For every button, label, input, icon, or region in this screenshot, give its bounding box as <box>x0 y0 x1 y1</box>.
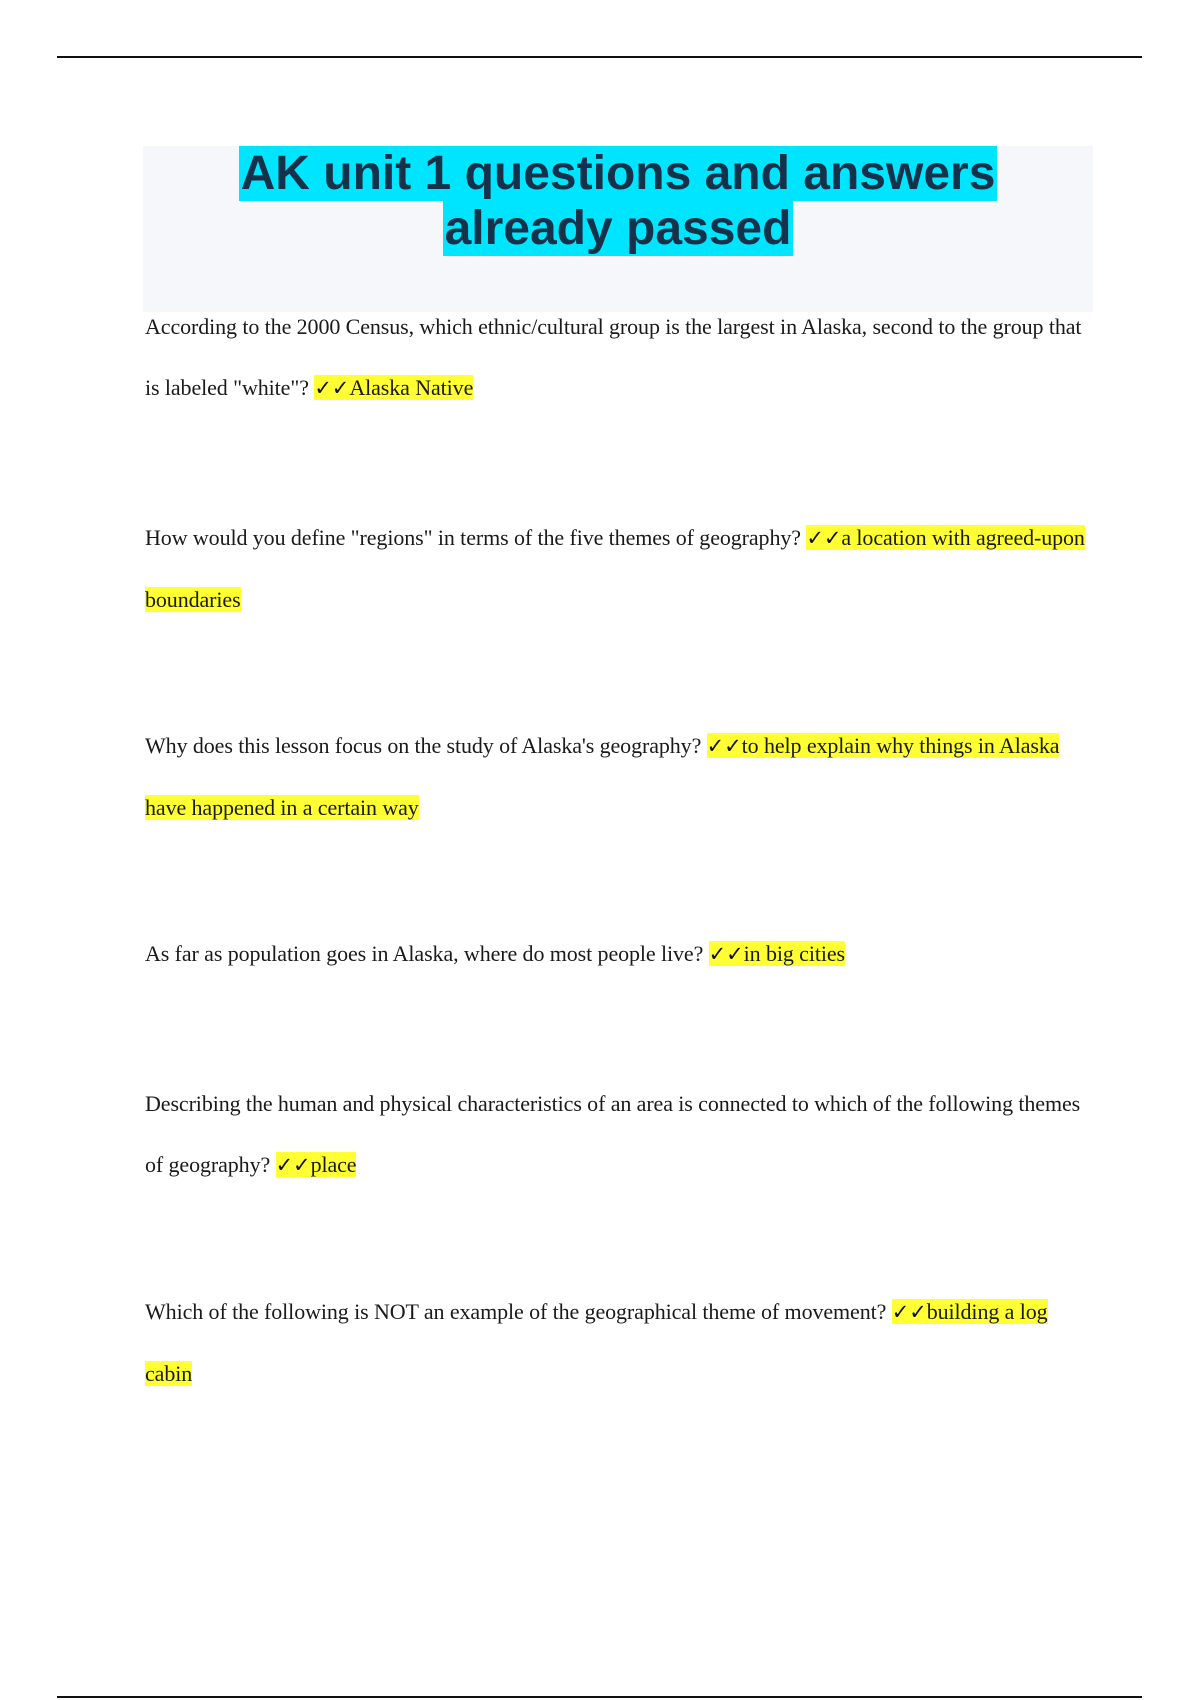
answer-text: place <box>310 1152 357 1177</box>
double-check-icon: ✓✓ <box>275 1153 311 1177</box>
title-line-1: AK unit 1 questions and answers <box>240 147 996 200</box>
qa-item-1 <box>145 296 1095 419</box>
double-check-icon: ✓✓ <box>891 1300 927 1324</box>
question-text: Which of the following is NOT an example of the geographical theme of movement? <box>145 1299 887 1324</box>
qa-item-2 <box>145 507 1095 630</box>
qa-item-3 <box>145 715 1095 838</box>
question-text: Describing the human and physical characteristics of an area is connected to which of the following themes of geography? <box>145 1091 1081 1177</box>
answer-highlight <box>314 375 473 400</box>
qa-item-5 <box>145 1073 1095 1196</box>
double-check-icon: ✓✓ <box>806 526 842 550</box>
answer-highlight <box>276 1152 357 1177</box>
answer-text: a location with agreed-upon boundaries <box>145 525 1085 612</box>
answer-text: building a log cabin <box>145 1299 1048 1386</box>
top-rule <box>57 56 1142 58</box>
answer-highlight <box>709 941 845 966</box>
page-title <box>143 146 1093 256</box>
bottom-rule <box>57 1696 1142 1698</box>
qa-item-4 <box>145 923 1095 985</box>
double-check-icon: ✓✓ <box>314 376 350 400</box>
double-check-icon: ✓✓ <box>708 942 744 966</box>
title-line-2: already passed <box>444 202 792 255</box>
question-text: Why does this lesson focus on the study of Alaska's geography? <box>145 733 702 758</box>
title-banner <box>143 146 1093 312</box>
question-text: According to the 2000 Census, which ethnic/cultural group is the largest in Alaska, second to the group that is labeled "white"? <box>145 314 1082 400</box>
answer-text: Alaska Native <box>349 375 474 400</box>
answer-text: to help explain why things in Alaska have happened in a certain way <box>145 733 1060 820</box>
answer-text: in big cities <box>743 941 846 966</box>
qa-item-6 <box>145 1281 1095 1404</box>
question-text: As far as population goes in Alaska, where do most people live? <box>145 941 704 966</box>
question-text: How would you define "regions" in terms of the five themes of geography? <box>145 525 801 550</box>
double-check-icon: ✓✓ <box>706 734 742 758</box>
